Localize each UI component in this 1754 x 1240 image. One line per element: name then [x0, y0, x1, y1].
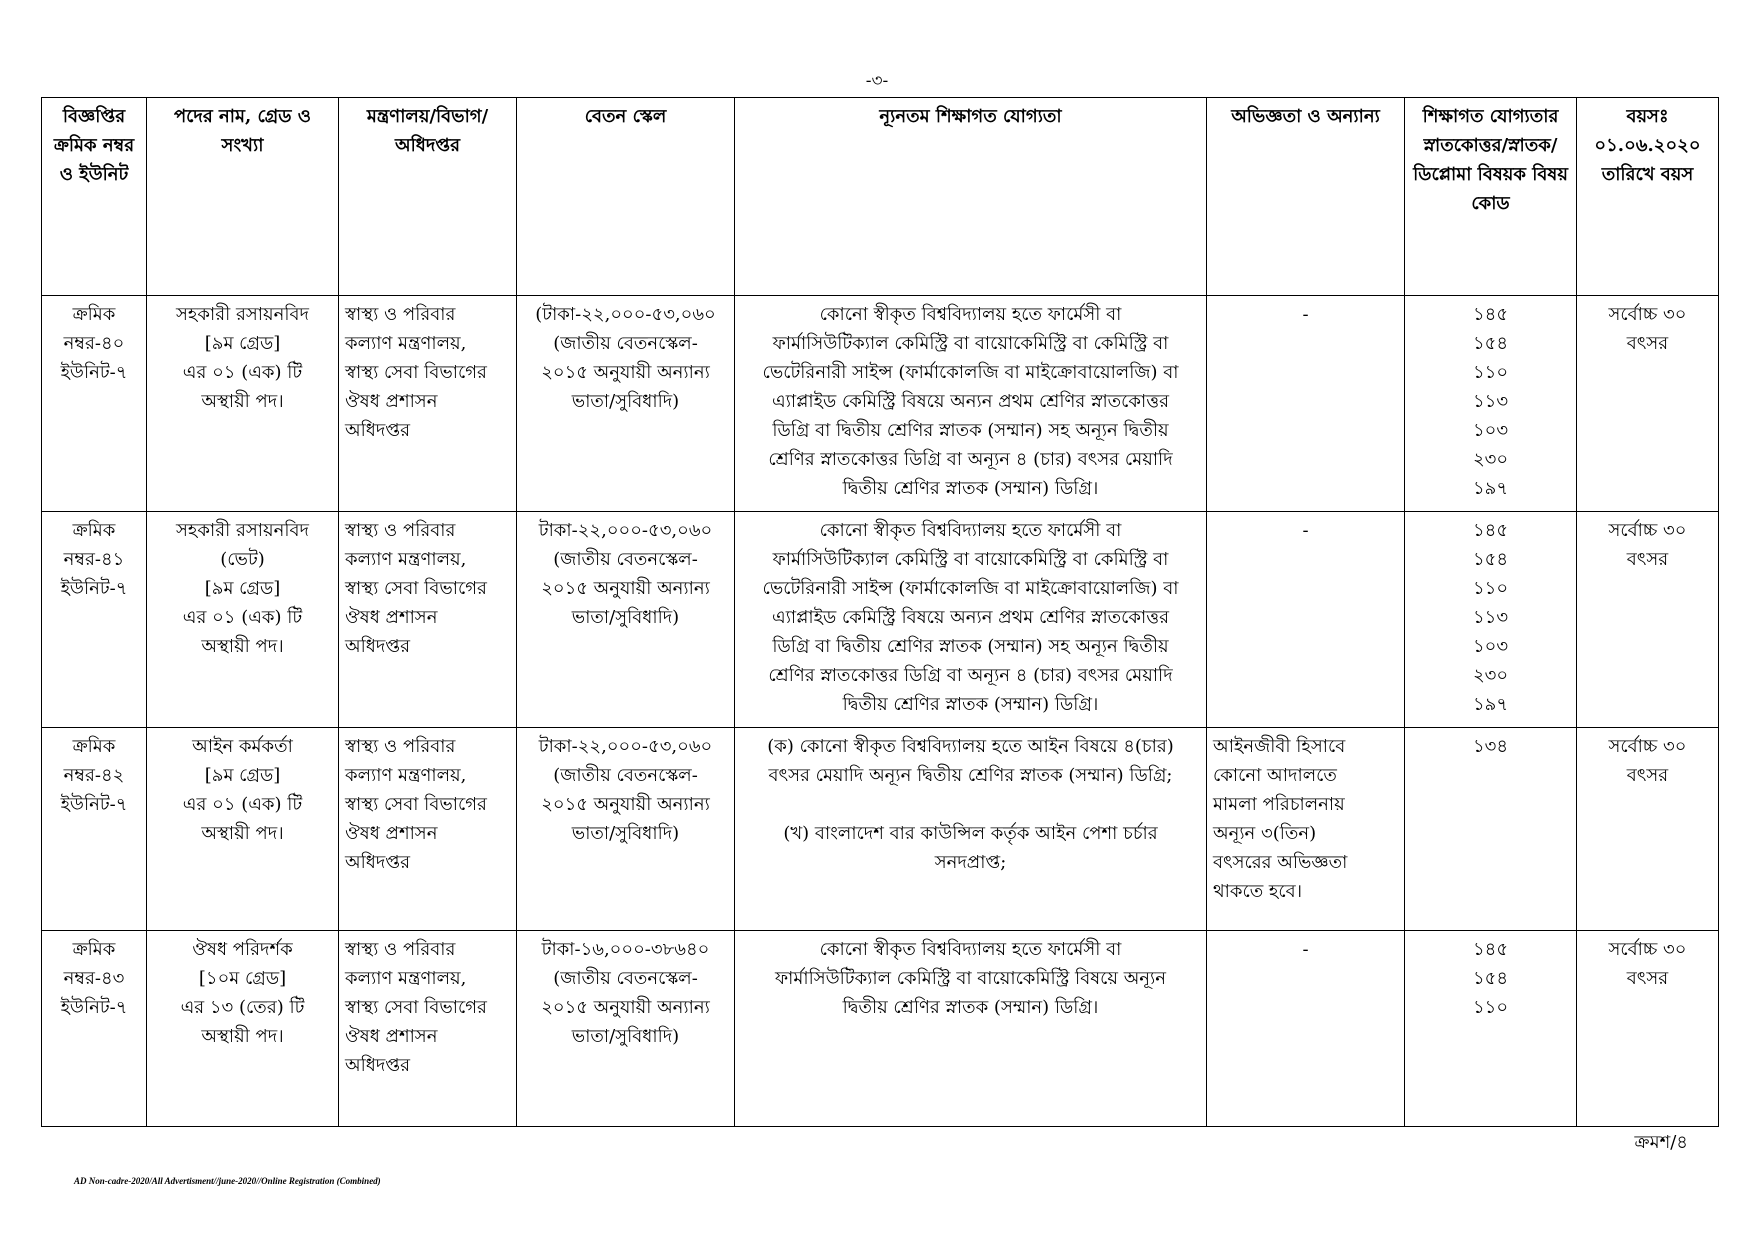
ministry-cell: স্বাস্থ্য ও পরিবার কল্যাণ মন্ত্রণালয়, স্বাস্থ্য সেবা বিভাগের ঔষধ প্রশাসন অধিদপ্তর — [339, 296, 517, 512]
experience-cell: - — [1207, 512, 1405, 728]
serial-cell: ক্রমিক নম্বর-৪৩ ইউনিট-৭ — [42, 931, 147, 1127]
subject-code: ১৩৪ — [1472, 736, 1509, 757]
ministry-cell: স্বাস্থ্য ও পরিবার কল্যাণ মন্ত্রণালয়, স্বাস্থ্য সেবা বিভাগের ঔষধ প্রশাসন অধিদপ্তর — [339, 931, 517, 1127]
subject-code: ১৫৪ — [1472, 968, 1509, 989]
pay-scale-cell: টাকা-১৬,০০০-৩৮৬৪০ (জাতীয় বেতনস্কেল- ২০১৫ অনুযায়ী অন্যান্য ভাতা/সুবিধাদি) — [517, 931, 735, 1127]
age-cell: সর্বোচ্চ ৩০ বৎসর — [1577, 931, 1719, 1127]
subject-code: ১৯৭ — [1472, 694, 1509, 715]
age-cell: সর্বোচ্চ ৩০ বৎসর — [1577, 512, 1719, 728]
pay-scale-cell: টাকা-২২,০০০-৫৩,০৬০ (জাতীয় বেতনস্কেল- ২০১৫ অনুযায়ী অন্যান্য ভাতা/সুবিধাদি) — [517, 728, 735, 931]
footer-file-path: AD Non-cadre-2020/All Advertisment//june-2020//Online Registration (Combined) — [74, 1176, 381, 1186]
age-cell: সর্বোচ্চ ৩০ বৎসর — [1577, 296, 1719, 512]
table-row — [42, 512, 1719, 728]
experience-cell: আইনজীবী হিসাবে কোনো আদালতে মামলা পরিচালনায় অন্যূন ৩(তিন) বৎসরের অভিজ্ঞতা থাকতে হবে। — [1207, 728, 1405, 931]
experience-cell: - — [1207, 931, 1405, 1127]
ministry-cell: স্বাস্থ্য ও পরিবার কল্যাণ মন্ত্রণালয়, স্বাস্থ্য সেবা বিভাগের ঔষধ প্রশাসন অধিদপ্তর — [339, 728, 517, 931]
subject-code: ১১০ — [1472, 578, 1509, 599]
education-cell: কোনো স্বীকৃত বিশ্ববিদ্যালয় হতে ফার্মেসী বা ফার্মাসিউটিক্যাল কেমিস্ট্রি বা বায়োকেমিস্ট্রি বিষয়ে অন্যূন দ্বিতীয় শ্রেণির স্নাতক (সম্মান) ডিগ্রি। — [735, 931, 1207, 1127]
post-cell: ঔষধ পরিদর্শক [১০ম গ্রেড] এর ১৩ (তের) টি অস্থায়ী পদ। — [147, 931, 339, 1127]
col-header-ministry: মন্ত্রণালয়/বিভাগ/ অধিদপ্তর — [339, 98, 517, 296]
subject-code: ১৯৭ — [1472, 478, 1509, 499]
post-cell: সহকারী রসায়নবিদ [৯ম গ্রেড] এর ০১ (এক) টি অস্থায়ী পদ। — [147, 296, 339, 512]
table-row — [42, 728, 1719, 931]
ministry-cell: স্বাস্থ্য ও পরিবার কল্যাণ মন্ত্রণালয়, স্বাস্থ্য সেবা বিভাগের ঔষধ প্রশাসন অধিদপ্তর — [339, 512, 517, 728]
post-cell: সহকারী রসায়নবিদ (ভেট) [৯ম গ্রেড] এর ০১ (এক) টি অস্থায়ী পদ। — [147, 512, 339, 728]
col-header-serial: বিজ্ঞপ্তির ক্রমিক নম্বর ও ইউনিট — [42, 98, 147, 296]
education-cell: কোনো স্বীকৃত বিশ্ববিদ্যালয় হতে ফার্মেসী বা ফার্মাসিউটিক্যাল কেমিস্ট্রি বা বায়োকেমিস্ট্রি বা কেমিস্ট্রি বা ভেটেরিনারী সাইন্স (ফার্মাকোলজি বা মাইক্রোবায়োলজি) বা এ্যাপ্লাইড কেমিস্ট্রি বিষয়ে অন্যন প্রথম শ্রেণির স্নাতকোত্তর ডিগ্রি বা দ্বিতীয় শ্রেণির স্নাতক (সম্মান) সহ অন্যূন দ্বিতীয় শ্রেণির স্নাতকোত্তর ডিগ্রি বা অন্যূন ৪ (চার) বৎসর মেয়াদি দ্বিতীয় শ্রেণির স্নাতক (সম্মান) ডিগ্রি। — [735, 296, 1207, 512]
subject-codes-cell — [1405, 296, 1577, 512]
subject-codes-cell — [1405, 728, 1577, 931]
subject-code: ১১৩ — [1472, 391, 1509, 412]
subject-code: ১০৩ — [1472, 636, 1509, 657]
serial-cell: ক্রমিক নম্বর-৪২ ইউনিট-৭ — [42, 728, 147, 931]
pay-scale-cell: (টাকা-২২,০০০-৫৩,০৬০ (জাতীয় বেতনস্কেল- ২০১৫ অনুযায়ী অন্যান্য ভাতা/সুবিধাদি) — [517, 296, 735, 512]
experience-cell: - — [1207, 296, 1405, 512]
page-number: -৩- — [865, 71, 889, 91]
continuation-note: ক্রমশ/৪ — [1634, 1132, 1688, 1153]
subject-code: ১১০ — [1472, 997, 1509, 1018]
col-header-education: ন্যূনতম শিক্ষাগত যোগ্যতা — [735, 98, 1207, 296]
subject-code: ১০৩ — [1472, 420, 1509, 441]
subject-code: ১৪৫ — [1472, 520, 1509, 541]
table-header-row — [42, 98, 1719, 296]
col-header-age: বয়সঃ ০১.০৬.২০২০ তারিখে বয়স — [1577, 98, 1719, 296]
education-cell: (ক) কোনো স্বীকৃত বিশ্ববিদ্যালয় হতে আইন বিষয়ে ৪(চার) বৎসর মেয়াদি অন্যূন দ্বিতীয় শ্রেণির স্নাতক (সম্মান) ডিগ্রি; (খ) বাংলাদেশ বার কাউন্সিল কর্তৃক আইন পেশা চর্চার সনদপ্রাপ্ত; — [735, 728, 1207, 931]
col-header-post: পদের নাম, গ্রেড ও সংখ্যা — [147, 98, 339, 296]
col-header-experience: অভিজ্ঞতা ও অন্যান্য — [1207, 98, 1405, 296]
col-header-subject-codes: শিক্ষাগত যোগ্যতার স্নাতকোত্তর/স্নাতক/ ডিপ্লোমা বিষয়ক বিষয় কোড — [1405, 98, 1577, 296]
subject-codes-cell — [1405, 512, 1577, 728]
table-row — [42, 296, 1719, 512]
subject-code: ১১৩ — [1472, 607, 1509, 628]
pay-scale-cell: টাকা-২২,০০০-৫৩,০৬০ (জাতীয় বেতনস্কেল- ২০১৫ অনুযায়ী অন্যান্য ভাতা/সুবিধাদি) — [517, 512, 735, 728]
education-cell: কোনো স্বীকৃত বিশ্ববিদ্যালয় হতে ফার্মেসী বা ফার্মাসিউটিক্যাল কেমিস্ট্রি বা বায়োকেমিস্ট্রি বা কেমিস্ট্রি বা ভেটেরিনারী সাইন্স (ফার্মাকোলজি বা মাইক্রোবায়োলজি) বা এ্যাপ্লাইড কেমিস্ট্রি বিষয়ে অন্যন প্রথম শ্রেণির স্নাতকোত্তর ডিগ্রি বা দ্বিতীয় শ্রেণির স্নাতক (সম্মান) সহ অন্যূন দ্বিতীয় শ্রেণির স্নাতকোত্তর ডিগ্রি বা অন্যূন ৪ (চার) বৎসর মেয়াদি দ্বিতীয় শ্রেণির স্নাতক (সম্মান) ডিগ্রি। — [735, 512, 1207, 728]
subject-codes-cell — [1405, 931, 1577, 1127]
subject-code: ১৪৫ — [1472, 304, 1509, 325]
subject-code: ১৫৪ — [1472, 549, 1509, 570]
recruitment-table — [41, 97, 1719, 1127]
post-cell: আইন কর্মকর্তা [৯ম গ্রেড] এর ০১ (এক) টি অস্থায়ী পদ। — [147, 728, 339, 931]
subject-code: ১৫৪ — [1472, 333, 1509, 354]
col-header-pay: বেতন স্কেল — [517, 98, 735, 296]
subject-code: ১১০ — [1472, 362, 1509, 383]
subject-code: ২৩০ — [1472, 449, 1509, 470]
age-cell: সর্বোচ্চ ৩০ বৎসর — [1577, 728, 1719, 931]
subject-code: ১৪৫ — [1472, 939, 1509, 960]
serial-cell: ক্রমিক নম্বর-৪১ ইউনিট-৭ — [42, 512, 147, 728]
serial-cell: ক্রমিক নম্বর-৪০ ইউনিট-৭ — [42, 296, 147, 512]
table-row — [42, 931, 1719, 1127]
subject-code: ২৩০ — [1472, 665, 1509, 686]
